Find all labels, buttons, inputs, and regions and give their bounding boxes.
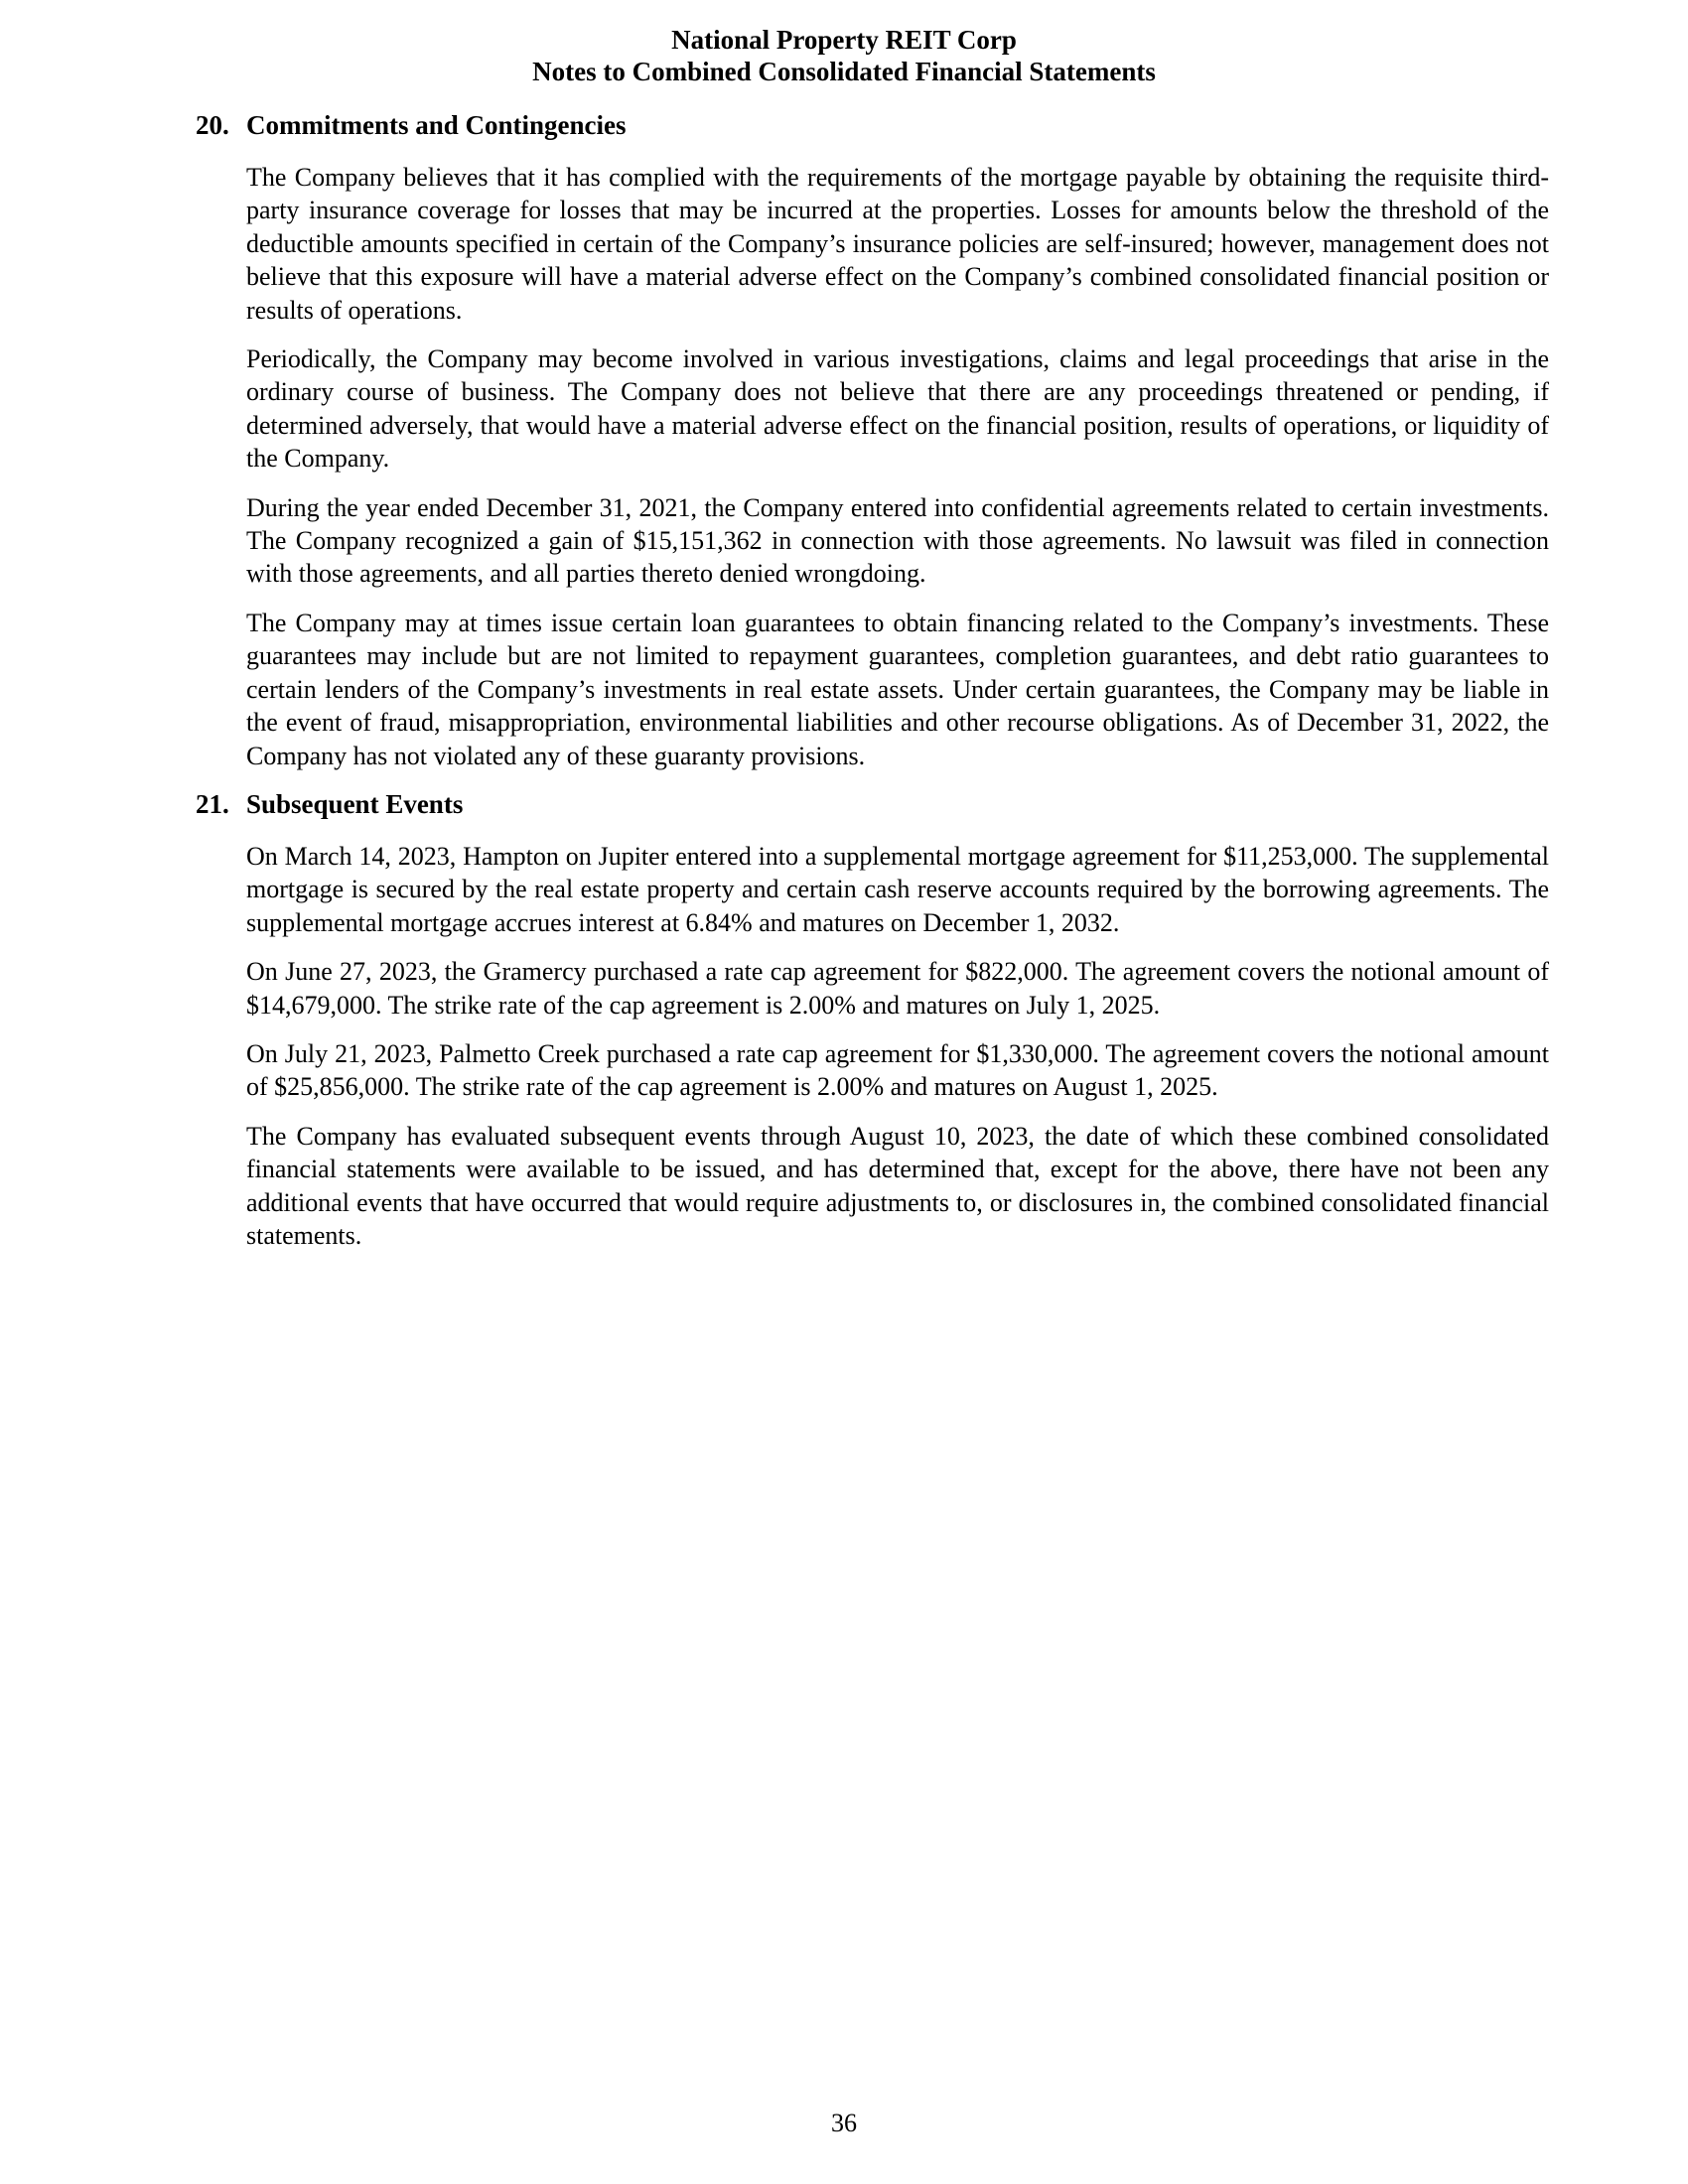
section-number: 20. [196, 110, 229, 140]
document-body [196, 109, 1549, 1252]
section-title: Commitments and Contingencies [246, 110, 627, 140]
paragraph: The Company believes that it has complied with the requirements of the mortgage payable by obtaining the requisite third-party insurance coverage for losses that may be incurred at the properties. Losses for amounts below the threshold of the deductible amounts specified in certain of the Company’s insurance policies are self-insured; however, management does not believe that this exposure will have a material adverse effect on the Company’s combined consolidated financial position or results of operations. [246, 163, 1549, 325]
section-number: 21. [196, 788, 229, 819]
section-title: Subsequent Events [246, 788, 464, 819]
document-subtitle: Notes to Combined Consolidated Financial Statements [532, 57, 1156, 86]
document-title: National Property REIT Corp [671, 25, 1017, 55]
document-header [0, 0, 1688, 87]
paragraph: Periodically, the Company may become involved in various investigations, claims and legal proceedings that arise in the ordinary course of business. The Company does not believe that there are any proceedings threatened or pending, if determined adversely, that would have a material adverse effect on the financial position, results of operations, or liquidity of the Company. [246, 344, 1549, 474]
paragraph: On March 14, 2023, Hampton on Jupiter entered into a supplemental mortgage agreement for $11,253,000. The supplemental mortgage is secured by the real estate property and certain cash reserve accounts required by the borrowing agreements. The supplemental mortgage accrues interest at 6.84% and matures on December 1, 2032. [246, 841, 1549, 937]
paragraph: On July 21, 2023, Palmetto Creek purchased a rate cap agreement for $1,330,000. The agreement covers the notional amount of $25,856,000. The strike rate of the cap agreement is 2.00% and matures on August 1, 2025. [246, 1038, 1549, 1102]
paragraph: On June 27, 2023, the Gramercy purchased a rate cap agreement for $822,000. The agreement covers the notional amount of $14,679,000. The strike rate of the cap agreement is 2.00% and matures on July 1, 2025. [246, 957, 1549, 1020]
paragraph: During the year ended December 31, 2021, the Company entered into confidential agreements related to certain investments. The Company recognized a gain of $15,151,362 in connection with those agreements. No lawsuit was filed in connection with those agreements, and all parties thereto denied wrongdoing. [246, 492, 1549, 589]
section-heading-subsequent-events [196, 788, 1549, 821]
page-footer [0, 2107, 1688, 2139]
paragraph: The Company has evaluated subsequent events through August 10, 2023, the date of which these combined consolidated financial statements were available to be issued, and has determined that, except for the above, there have not been any additional events that have occurred that would require adjustments to, or disclosures in, the combined consolidated financial statements. [246, 1121, 1549, 1250]
paragraph: The Company may at times issue certain loan guarantees to obtain financing related to the Company’s investments. These guarantees may include but are not limited to repayment guarantees, completion guarantees, and debt ratio guarantees to certain lenders of the Company’s investments in real estate assets. Under certain guarantees, the Company may be liable in the event of fraud, misappropriation, environmental liabilities and other recourse obligations. As of December 31, 2022, the Company has not violated any of these guaranty provisions. [246, 608, 1549, 770]
section-heading-commitments [196, 109, 1549, 142]
page-number: 36 [831, 2109, 857, 2137]
